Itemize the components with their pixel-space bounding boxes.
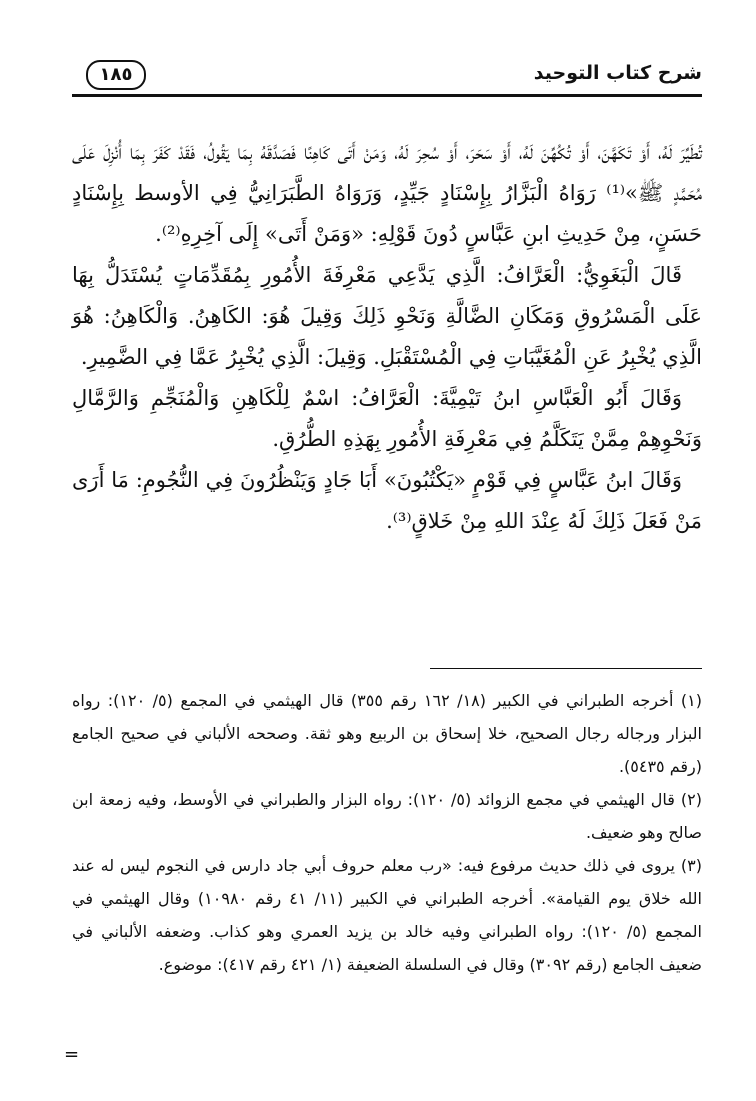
page-header — [72, 58, 702, 96]
body-paragraph-3: وَقَالَ أَبُو الْعَبَّاسِ ابنُ تَيْمِيَّةَ: الْعَرَّافُ: اسْمٌ لِلْكَاهِنِ وَالْمُنَجِّمِ وَالرَّمَّالِ وَنَحْوِهِمْ مِمَّنْ يَتَكَلَّمُ فِي مَعْرِفَةِ الأُمُورِ بِهَذِهِ الطُّرُقِ. — [72, 386, 702, 451]
page-number: ١٨٥ — [86, 60, 146, 90]
header-rule — [72, 94, 702, 97]
main-text — [72, 132, 702, 542]
bottom-mark: = — [64, 1044, 80, 1065]
footnote-2: (٢) قال الهيثمي في مجمع الزوائد (٥/ ١٢٠): رواه البزار والطبراني في الأوسط، وفيه زمعة ابن صالح وهو ضعيف. — [72, 790, 702, 842]
body-paragraph-2: قَالَ الْبَغَوِيُّ: الْعَرَّافُ: الَّذِي يَدَّعِي مَعْرِفَةَ الأُمُورِ بِمُقَدِّمَاتٍ يُسْتَدَلُّ بِهَا عَلَى الْمَسْرُوقِ وَمَكَانِ الضَّالَّةِ وَنَحْوِ ذَلِكَ وَقِيلَ هُوَ: الكَاهِنُ. وَالْكَاهِنُ: هُوَ الَّذِي يُخْبِرُ عَنِ الْمُغَيَّبَاتِ فِي الْمُسْتَقْبَلِ. وَقِيلَ: الَّذِي يُخْبِرُ عَمَّا فِي الضَّمِيرِ. — [72, 263, 702, 369]
body-paragraph-4: وَقَالَ ابنُ عَبَّاسٍ فِي قَوْمٍ «يَكْتُبُونَ» أَبَا جَادٍ وَيَنْظُرُونَ فِي النُّجُومِ: مَا أَرَى مَنْ فَعَلَ ذَلِكَ لَهُ عِنْدَ اللهِ مِنْ خَلاقٍ⁽³⁾. — [72, 468, 702, 533]
running-title: شرح كتاب التوحيد — [533, 62, 702, 84]
footnote-3: (٣) يروى في ذلك حديث مرفوع فيه: «رب معلم حروف أبي جاد دارس في النجوم ليس له عند الله خلاق يوم القيامة». أخرجه الطبراني في الكبير (١١/ ٤١ رقم ١٠٩٨٠) وقال الهيثمي في المجمع (٥/ ١٢٠): رواه الطبراني وفيه خالد بن يزيد العمري وهو كذاب. وضعفه الألباني في ضعيف الجامع (رقم ٣٠٩٢) وقال في السلسلة الضعيفة (١/ ٤٢١ رقم ٤١٧): موضوع. — [72, 856, 702, 974]
footnote-separator — [430, 668, 702, 669]
body-paragraph-1: تُطَيِّرَ لَهُ، أَوْ تَكَهَّنَ، أَوْ تُكُهِّنَ لَهُ، أَوْ سَحَرَ، أَوْ سُحِرَ لَهُ، وَمَنْ أَتَى كَاهِنًا فَصَدَّقَهُ بِمَا يَقُولُ، فَقَدْ كَفَرَ بِمَا أُنْزِلَ عَلَى مُحَمَّدٍ ﷺ»⁽¹⁾ رَوَاهُ الْبَزَّارُ بِإِسْنَادٍ جَيِّدٍ، وَرَوَاهُ الطَّبَرَانِيُّ فِي الأوسط بِإِسْنَادٍ حَسَنٍ، مِنْ حَدِيثِ ابنِ عَبَّاسٍ دُونَ قَوْلِهِ: «وَمَنْ أَتَى» إِلَى آخِرِهِ⁽²⁾. — [72, 140, 703, 246]
footnotes — [72, 684, 702, 981]
footnote-1: (١) أخرجه الطبراني في الكبير (١٨/ ١٦٢ رقم ٣٥٥) قال الهيثمي في المجمع (٥/ ١٢٠): رواه البزار ورجاله رجال الصحيح، خلا إسحاق بن الربيع وهو ثقة. وصححه الألباني في صحيح الجامع (رقم ٥٤٣٥). — [72, 691, 702, 776]
